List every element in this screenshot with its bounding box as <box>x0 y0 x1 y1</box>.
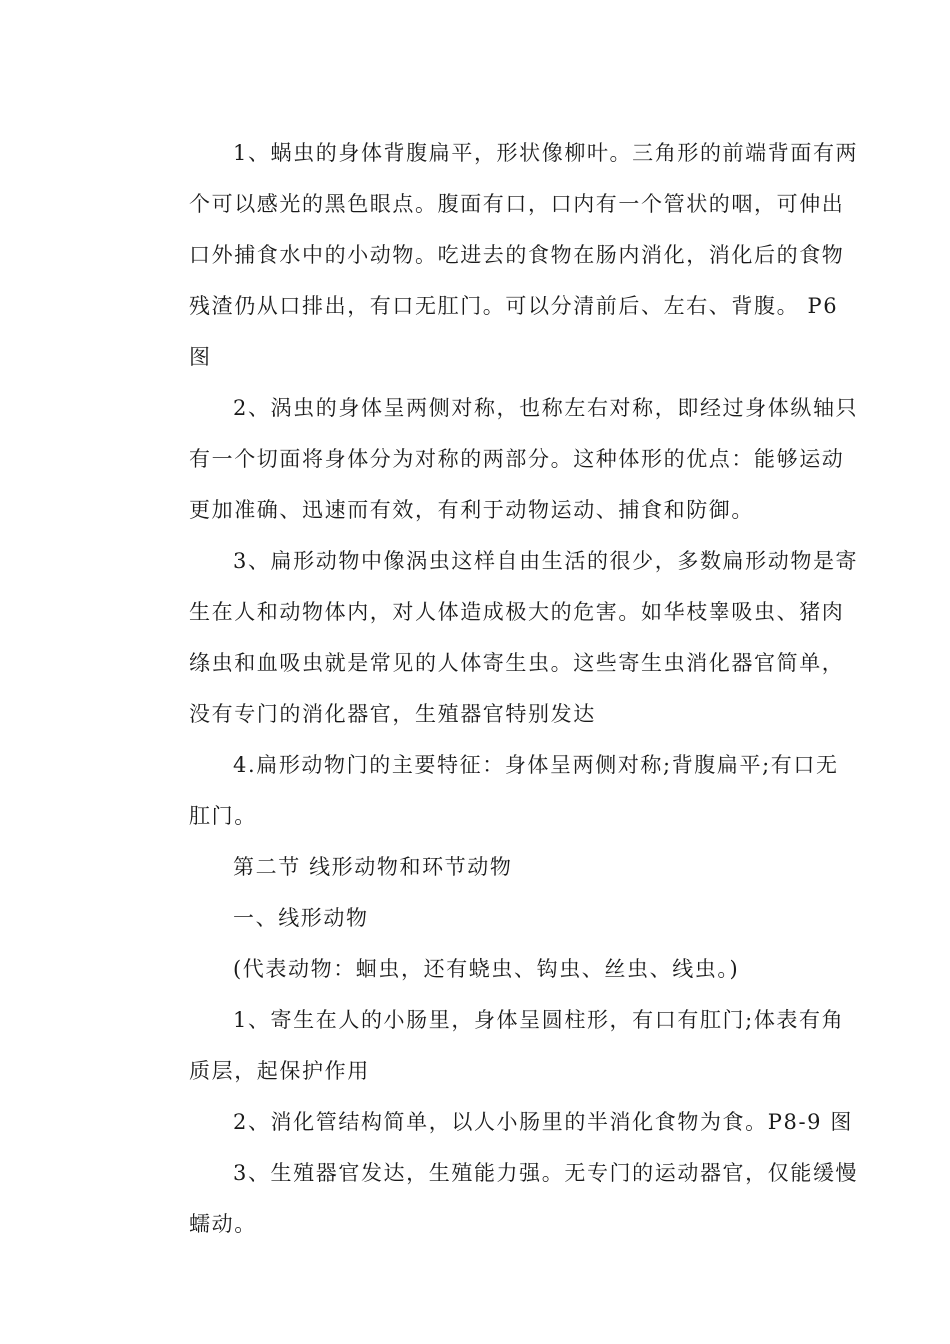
text-line: 绦虫和血吸虫就是常见的人体寄生虫。这些寄生虫消化器官简单， <box>189 651 845 675</box>
subsection-heading <box>145 893 807 944</box>
text-line: 蠕动。 <box>189 1212 257 1236</box>
text-line: 口外捕食水中的小动物。吃进去的食物在肠内消化，消化后的食物 <box>189 243 845 267</box>
paragraph-bilateral-symmetry <box>145 383 859 536</box>
paragraph-roundworm-body <box>145 995 845 1097</box>
paragraph-flatworm-features <box>145 740 839 842</box>
text-line: 2、涡虫的身体呈两侧对称，也称左右对称，即经过身体纵轴只 <box>233 396 859 420</box>
text-line: 3、生殖器官发达，生殖能力强。无专门的运动器官，仅能缓慢 <box>233 1161 859 1185</box>
text-line: 生在人和动物体内，对人体造成极大的危害。如华枝睾吸虫、猪肉 <box>189 600 845 624</box>
text-line: 更加准确、迅速而有效，有利于动物运动、捕食和防御。 <box>189 498 754 522</box>
paragraph-parasitic-flatworms <box>145 536 859 740</box>
text-line: 1、寄生在人的小肠里，身体呈圆柱形，有口有肛门;体表有角 <box>233 1008 845 1032</box>
text-line: 质层，起保护作用 <box>189 1059 370 1083</box>
subsection-title: 一、线形动物 <box>233 906 369 930</box>
text-line: 4.扁形动物门的主要特征：身体呈两侧对称;背腹扁平;有口无 <box>233 753 839 777</box>
paragraph-roundworm-digestion <box>145 1097 853 1148</box>
text-line: 肛门。 <box>189 804 257 828</box>
section-heading <box>145 842 807 893</box>
text-line: 个可以感光的黑色眼点。腹面有口，口内有一个管状的咽，可伸出 <box>189 192 845 216</box>
text-line: 1、蜗虫的身体背腹扁平，形状像柳叶。三角形的前端背面有两 <box>233 141 859 165</box>
text-line: 3、扁形动物中像涡虫这样自由生活的很少，多数扁形动物是寄 <box>233 549 859 573</box>
document-body <box>145 128 859 1250</box>
text-line: 2、消化管结构简单，以人小肠里的半消化食物为食。P8-9 图 <box>233 1110 853 1134</box>
paragraph-roundworm-reproduction <box>145 1148 859 1250</box>
text-line: (代表动物：蛔虫，还有蛲虫、钩虫、丝虫、线虫。) <box>233 957 740 981</box>
paragraph-planarian-body <box>145 128 859 383</box>
text-line: 图 <box>189 345 212 369</box>
text-line: 有一个切面将身体分为对称的两部分。这种体形的优点：能够运动 <box>189 447 845 471</box>
text-line: 没有专门的消化器官，生殖器官特别发达 <box>189 702 596 726</box>
text-line: 残渣仍从口排出，有口无肛门。可以分清前后、左右、背腹。 P6 <box>189 294 839 318</box>
paragraph-representative-animals <box>145 944 807 995</box>
section-title: 第二节 线形动物和环节动物 <box>233 855 513 879</box>
